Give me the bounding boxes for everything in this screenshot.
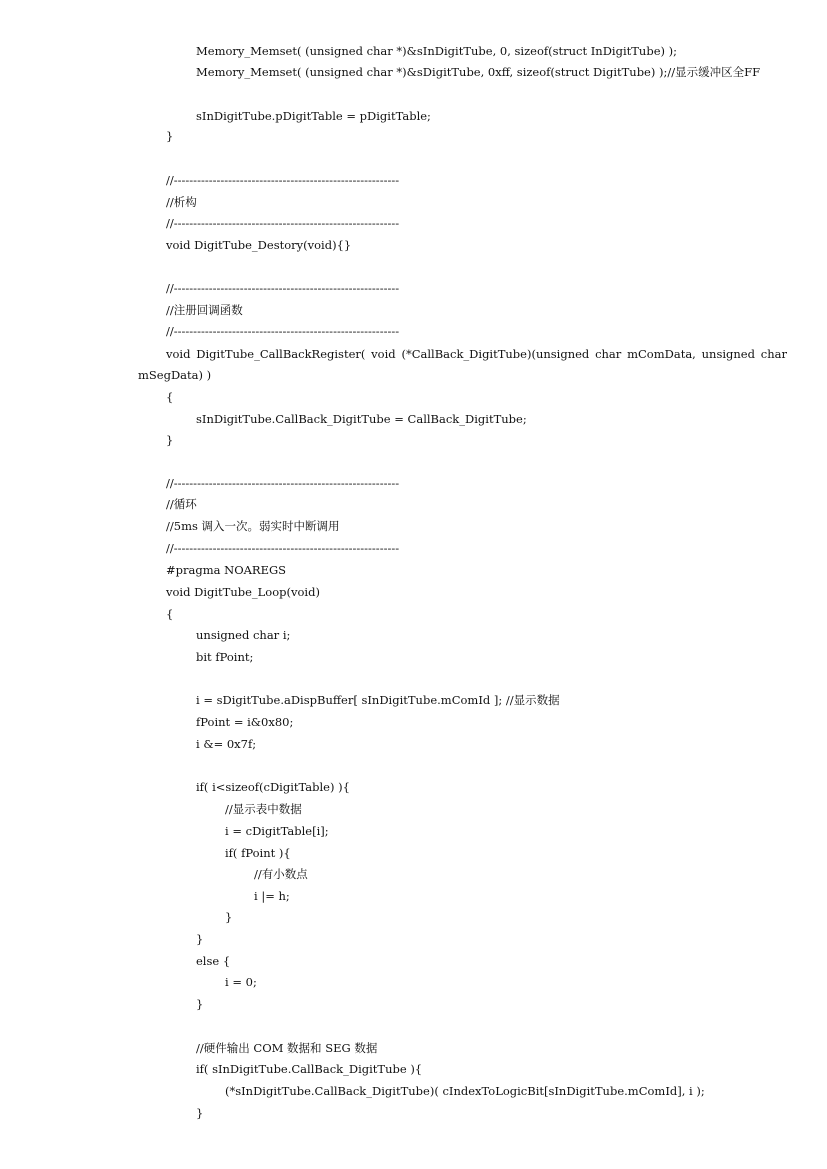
code-line: void DigitTube_CallBackRegister( void (*CallBack_DigitTube)(unsigned char mComData, unsigned char <box>166 347 787 361</box>
code-line: } <box>166 433 174 447</box>
code-line: //循环 <box>166 497 197 511</box>
code-line: //有小数点 <box>254 867 308 881</box>
code-line: //注册回调函数 <box>166 303 243 317</box>
code-line: //---------------------------------------------------------- <box>166 281 400 295</box>
code-line: i = 0; <box>225 975 257 989</box>
code-line: i = sDigitTube.aDispBuffer[ sInDigitTube.mComId ]; //显示数据 <box>196 693 560 707</box>
code-line: { <box>166 390 174 404</box>
code-line: void DigitTube_Destory(void){} <box>166 238 352 252</box>
code-line: Memory_Memset( (unsigned char *)&sDigitTube, 0xff, sizeof(struct DigitTube) );//显示缓冲区全FF <box>196 65 761 79</box>
code-line: unsigned char i; <box>196 628 291 642</box>
code-line: } <box>196 932 204 946</box>
code-line: //硬件输出 COM 数据和 SEG 数据 <box>196 1041 378 1055</box>
code-line: #pragma NOAREGS <box>166 563 287 577</box>
code-line: sInDigitTube.CallBack_DigitTube = CallBack_DigitTube; <box>196 412 527 426</box>
code-line: sInDigitTube.pDigitTable = pDigitTable; <box>196 109 431 123</box>
code-line: (*sInDigitTube.CallBack_DigitTube)( cIndexToLogicBit[sInDigitTube.mComId], i ); <box>225 1084 705 1098</box>
code-line: } <box>166 129 174 143</box>
code-line: //析构 <box>166 195 197 209</box>
code-line: //---------------------------------------------------------- <box>166 476 400 490</box>
code-line: } <box>196 1106 204 1120</box>
code-line: fPoint = i&0x80; <box>196 715 294 729</box>
code-line: if( i<sizeof(cDigitTable) ){ <box>196 780 350 794</box>
code-line: bit fPoint; <box>196 650 254 664</box>
code-line: } <box>196 997 204 1011</box>
code-line: //---------------------------------------------------------- <box>166 216 400 230</box>
code-line: //---------------------------------------------------------- <box>166 173 400 187</box>
code-line: //---------------------------------------------------------- <box>166 541 400 555</box>
code-line: void DigitTube_Loop(void) <box>166 585 320 599</box>
code-line: else { <box>196 954 231 968</box>
code-line: { <box>166 607 174 621</box>
code-line: i |= h; <box>254 889 290 903</box>
code-line: //---------------------------------------------------------- <box>166 324 400 338</box>
code-line: mSegData) ) <box>138 368 212 382</box>
code-line: Memory_Memset( (unsigned char *)&sInDigitTube, 0, sizeof(struct InDigitTube) ); <box>196 44 678 58</box>
code-line: i &= 0x7f; <box>196 737 257 751</box>
code-line: //5ms 调入一次。弱实时中断调用 <box>166 519 340 533</box>
code-line: if( fPoint ){ <box>225 846 291 860</box>
code-line: if( sInDigitTube.CallBack_DigitTube ){ <box>196 1062 423 1076</box>
code-line: i = cDigitTable[i]; <box>225 824 329 838</box>
code-line: //显示表中数据 <box>225 802 302 816</box>
code-line: } <box>225 910 233 924</box>
